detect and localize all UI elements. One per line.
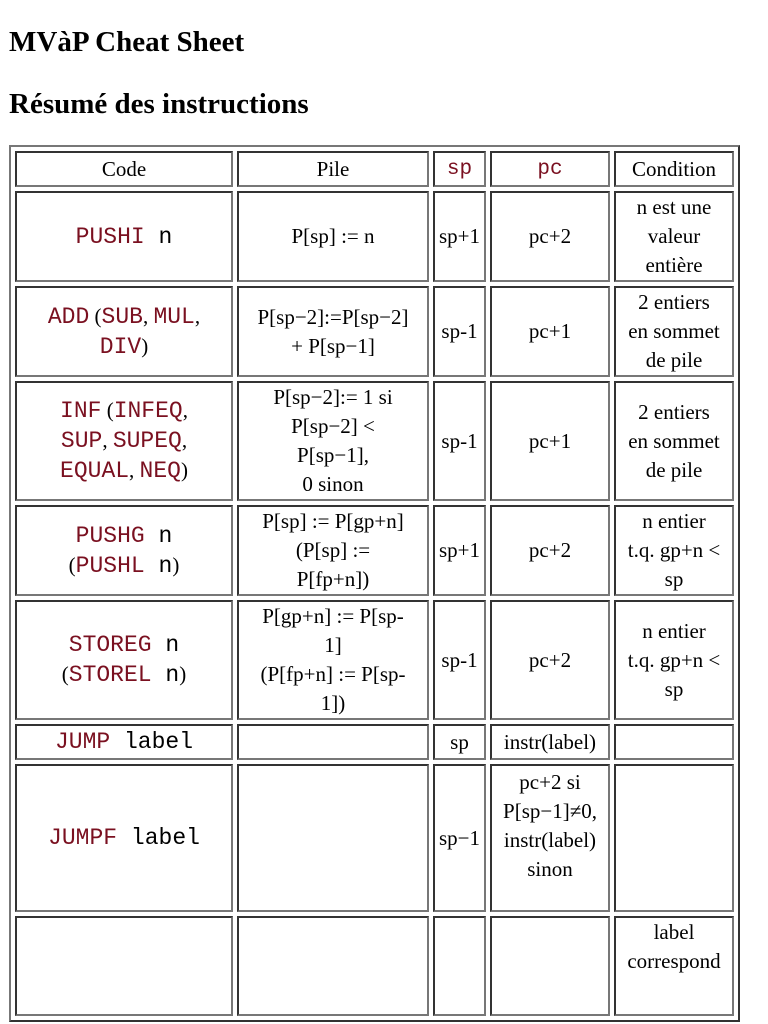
instruction-keyword: JUMP (54, 729, 111, 755)
page-title: MVàP Cheat Sheet (9, 26, 245, 58)
pile-line: + P[sp−1] (291, 333, 375, 358)
condition-line: de pile (645, 457, 703, 482)
pile-cell (237, 916, 429, 1016)
sp-cell (433, 916, 486, 1016)
punctuation: , (102, 428, 113, 452)
condition-line: sp (664, 676, 684, 701)
pc-cell (490, 764, 610, 912)
code-cell (15, 191, 233, 282)
sp-cell: sp-1 (433, 286, 486, 377)
pile-line: P[sp−2]:= 1 si (273, 385, 393, 409)
code-cell (15, 916, 233, 1016)
punctuation: , (181, 428, 188, 452)
condition-cell (614, 764, 734, 912)
code-cell (15, 600, 233, 720)
instruction-keyword: SUPEQ (112, 428, 182, 454)
condition-line: valeur (647, 224, 701, 248)
instruction-arg (145, 224, 159, 250)
instruction-keyword: PUSHL (75, 552, 145, 579)
pile-cell: P[sp] := n (237, 191, 429, 282)
pc-cell: pc+2 (490, 505, 610, 596)
pile-cell (237, 286, 429, 377)
header-code: Code (15, 151, 233, 187)
punctuation: ) (141, 333, 149, 358)
table-row (15, 505, 734, 596)
instruction-keyword: MUL (153, 303, 195, 330)
instruction-keyword: SUP (60, 428, 103, 454)
sp-cell: sp-1 (433, 381, 486, 501)
instruction-keyword: PUSHI (75, 223, 145, 250)
sp-cell: sp-1 (433, 600, 486, 720)
condition-line: n est une (636, 195, 712, 219)
condition-cell (614, 724, 734, 760)
pc-cell: pc+1 (490, 286, 610, 377)
sp-cell: sp+1 (433, 505, 486, 596)
pc-cell: instr(label) (490, 724, 610, 760)
header-pc: pc (490, 151, 610, 187)
punctuation: , (142, 303, 154, 328)
pc-cell: pc+2 (490, 191, 610, 282)
instruction-keyword: SUB (101, 303, 143, 330)
condition-line: n entier (642, 618, 706, 643)
pile-line: P[fp+n]) (296, 567, 370, 591)
condition-line: n entier (642, 509, 706, 533)
pc-line: instr(label) (503, 828, 597, 852)
pc-cell: pc+2 (490, 600, 610, 720)
table-header-row (15, 151, 734, 187)
sp-cell: sp+1 (433, 191, 486, 282)
condition-cell (614, 916, 734, 1016)
punctuation: ( (89, 303, 102, 328)
condition-cell (614, 505, 734, 596)
instruction-arg: n (158, 223, 173, 250)
pc-line: P[sp−1]≠0, (503, 799, 597, 823)
instruction-keyword: ADD (47, 303, 90, 330)
pile-line: 0 sinon (302, 472, 364, 496)
table-row (15, 191, 734, 282)
instruction-keyword: INF (60, 398, 102, 424)
instruction-keyword: JUMPF (48, 825, 118, 851)
condition-line: t.q. gp+n < (627, 647, 721, 672)
instruction-keyword: PUSHG (75, 522, 145, 549)
table-row (15, 286, 734, 377)
condition-cell (614, 600, 734, 720)
pc-line: sinon (527, 857, 573, 881)
condition-line: en sommet (628, 319, 720, 343)
table-row (15, 916, 734, 1016)
pile-line: P[sp−2]:=P[sp−2] (257, 304, 409, 329)
pile-line: P[sp−1], (297, 443, 369, 467)
header-sp: sp (433, 151, 486, 187)
instruction-keyword: EQUAL (60, 458, 130, 484)
punctuation: ( (68, 552, 76, 577)
code-cell (15, 724, 233, 760)
code-cell (15, 286, 233, 377)
punctuation: ( (61, 662, 69, 686)
condition-cell (614, 381, 734, 501)
instruction-keyword: NEQ (139, 458, 181, 484)
header-pile: Pile (237, 151, 429, 187)
sp-cell: sp−1 (433, 764, 486, 912)
punctuation: ( (101, 398, 114, 422)
instruction-arg: n (158, 522, 173, 549)
instruction-arg: n (165, 632, 180, 658)
condition-line: t.q. gp+n < (627, 538, 721, 562)
condition-line: en sommet (628, 428, 720, 453)
pile-line: (P[sp] := (295, 538, 371, 562)
punctuation: ) (179, 662, 187, 686)
condition-line: label (653, 920, 695, 944)
punctuation: , (129, 458, 140, 482)
condition-line: de pile (645, 348, 703, 372)
pile-line: 1]) (320, 691, 346, 715)
punctuation: , (194, 303, 201, 328)
pc-cell: pc+1 (490, 381, 610, 501)
punctuation: , (182, 398, 188, 422)
punctuation: ) (180, 458, 188, 482)
table-row (15, 381, 734, 501)
pile-cell (237, 505, 429, 596)
condition-line: 2 entiers (638, 290, 710, 314)
code-cell (15, 764, 233, 912)
condition-line: 2 entiers (638, 399, 710, 424)
pile-line: 1] (324, 633, 342, 657)
condition-line: sp (664, 567, 684, 591)
condition-line: correspond (627, 949, 721, 973)
instruction-table (9, 145, 740, 1022)
condition-line: entière (645, 253, 703, 277)
instruction-keyword: INFEQ (113, 398, 183, 424)
condition-cell (614, 286, 734, 377)
instruction-arg: label (130, 825, 200, 851)
punctuation: ) (172, 552, 180, 577)
code-cell (15, 505, 233, 596)
table-row (15, 724, 734, 760)
pc-cell (490, 916, 610, 1016)
pile-cell (237, 764, 429, 912)
instruction-arg: n (158, 552, 173, 579)
pile-line: P[gp+n] := P[sp- (262, 604, 404, 628)
instruction-keyword: STOREL (68, 662, 152, 688)
instruction-keyword: STOREG (68, 632, 152, 658)
condition-cell (614, 191, 734, 282)
pile-cell (237, 600, 429, 720)
pc-line: pc+2 si (519, 770, 581, 794)
code-cell (15, 381, 233, 501)
instruction-keyword: DIV (99, 333, 142, 360)
sp-cell: sp (433, 724, 486, 760)
instruction-arg: n (165, 662, 180, 688)
pile-line: P[sp−2] < (291, 414, 375, 438)
table-row (15, 764, 734, 912)
pile-line: P[sp] := P[gp+n] (262, 509, 404, 533)
pile-cell (237, 381, 429, 501)
table-row (15, 600, 734, 720)
section-title: Résumé des instructions (9, 88, 309, 120)
pile-line: (P[fp+n] := P[sp- (260, 662, 406, 686)
header-condition: Condition (614, 151, 734, 187)
instruction-arg: label (124, 729, 194, 755)
pile-cell (237, 724, 429, 760)
